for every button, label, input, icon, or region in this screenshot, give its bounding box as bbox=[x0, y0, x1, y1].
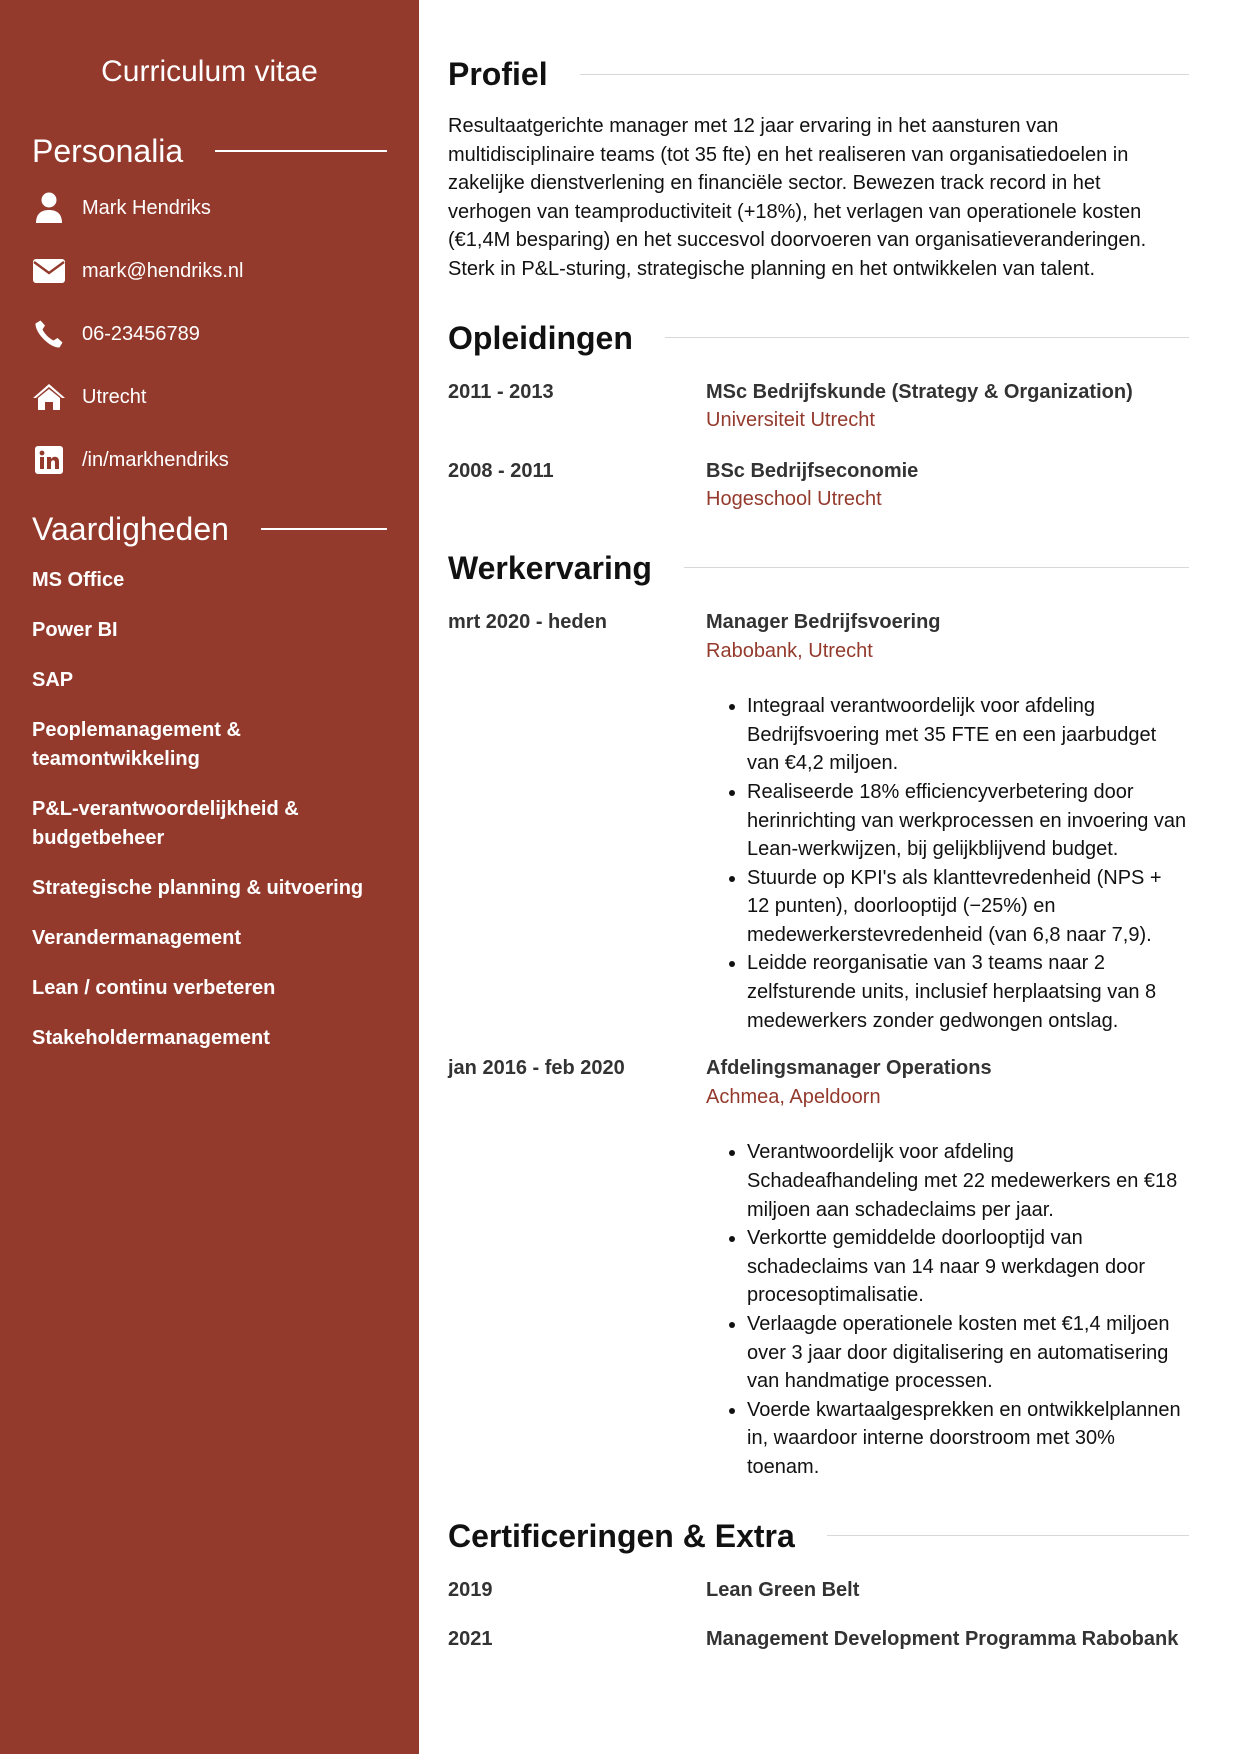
skills-heading-row bbox=[32, 510, 387, 548]
work-period: mrt 2020 - heden bbox=[448, 610, 607, 633]
education-degree: BSc Bedrijfseconomie bbox=[706, 459, 919, 482]
skill-item: Stakeholdermanagement bbox=[32, 1027, 270, 1049]
certifications-heading-row bbox=[448, 1516, 1189, 1556]
personalia-heading: Personalia bbox=[32, 133, 184, 169]
sidebar bbox=[0, 0, 419, 1754]
contact-name-label: Mark Hendriks bbox=[82, 197, 211, 219]
work-entry bbox=[448, 1054, 1189, 1481]
work-achievement: • Voerde kwartaalgesprekken en ontwikkelplannen in, waardoor interne doorstroom met 30% toenam. bbox=[747, 1396, 1189, 1482]
phone-icon bbox=[32, 317, 66, 351]
cv-title: Curriculum vitae bbox=[101, 55, 318, 88]
education-period: 2011 - 2013 bbox=[448, 380, 554, 403]
certification-entry bbox=[448, 1625, 1189, 1654]
education-entry bbox=[448, 378, 1189, 435]
education-entry bbox=[448, 457, 1189, 514]
certification-year: 2021 bbox=[448, 1628, 493, 1651]
user-icon bbox=[32, 191, 66, 225]
contact-email[interactable] bbox=[32, 251, 387, 291]
work-heading: Werkervaring bbox=[448, 549, 652, 586]
work-achievement: • Leidde reorganisatie van 3 teams naar 2 zelfsturende units, inclusief herplaatsing van 8 medewerkers zonder gedwongen ontslag. bbox=[747, 949, 1189, 1035]
skill-item: Verandermanagement bbox=[32, 927, 241, 949]
work-achievement: • Integraal verantwoordelijk voor afdeling Bedrijfsvoering met 35 FTE en een jaarbudget van €4,2 miljoen. bbox=[747, 692, 1189, 778]
work-employer: Rabobank, Utrecht bbox=[706, 639, 873, 662]
work-achievement: • Verkortte gemiddelde doorlooptijd van schadeclaims van 14 naar 9 werkdagen door procesoptimalisatie. bbox=[747, 1224, 1189, 1310]
contact-email-label: mark@hendriks.nl bbox=[82, 260, 244, 282]
skill-item: SAP bbox=[32, 669, 74, 691]
education-period: 2008 - 2011 bbox=[448, 459, 554, 482]
work-job-title: Afdelingsmanager Operations bbox=[706, 1057, 992, 1080]
certifications-divider bbox=[827, 1535, 1189, 1536]
education-school: Hogeschool Utrecht bbox=[706, 488, 882, 511]
work-employer: Achmea, Apeldoorn bbox=[706, 1085, 881, 1108]
work-entry bbox=[448, 608, 1189, 1035]
profile-divider bbox=[580, 74, 1189, 75]
skills-list bbox=[32, 566, 387, 1053]
certification-entry bbox=[448, 1576, 1189, 1605]
work-achievements bbox=[706, 1138, 1189, 1481]
education-degree: MSc Bedrijfskunde (Strategy & Organization) bbox=[706, 380, 1133, 403]
personalia-heading-row bbox=[32, 132, 387, 170]
profile-heading-row bbox=[448, 54, 1189, 94]
home-icon bbox=[32, 380, 66, 414]
skill-item: P&L-verantwoordelijkheid & budgetbeheer bbox=[32, 798, 299, 849]
work-achievement: • Stuurde op KPI's als klanttevredenheid (NPS + 12 punten), doorlooptijd (−25%) en medewerkerstevredenheid (van 6,8 naar 7,9). bbox=[747, 864, 1189, 950]
skill-item: MS Office bbox=[32, 569, 125, 591]
contact-name bbox=[32, 188, 387, 228]
work-achievements bbox=[706, 692, 1189, 1035]
contact-linkedin-label: /in/markhendriks bbox=[82, 449, 229, 471]
contact-linkedin[interactable] bbox=[32, 440, 387, 480]
certifications-section bbox=[448, 1516, 1189, 1654]
education-school: Universiteit Utrecht bbox=[706, 409, 875, 432]
main-content bbox=[419, 0, 1241, 1754]
work-content bbox=[706, 1054, 1189, 1481]
skills-divider bbox=[261, 528, 387, 530]
certifications-heading: Certificeringen & Extra bbox=[448, 1517, 795, 1554]
work-job-title: Manager Bedrijfsvoering bbox=[706, 610, 941, 633]
linkedin-icon bbox=[32, 443, 66, 477]
work-section bbox=[448, 548, 1189, 1482]
certification-title: Management Development Programma Rabobank bbox=[706, 1628, 1179, 1651]
contact-phone[interactable] bbox=[32, 314, 387, 354]
work-period: jan 2016 - feb 2020 bbox=[448, 1057, 625, 1080]
work-achievement: • Realiseerde 18% efficiencyverbetering door herinrichting van werkprocessen en invoering van Lean-werkwijzen, bij gelijkblijvend budget. bbox=[747, 778, 1189, 864]
contact-list bbox=[32, 188, 387, 480]
profile-section bbox=[448, 54, 1189, 284]
certification-title: Lean Green Belt bbox=[706, 1578, 860, 1601]
education-content bbox=[706, 378, 1189, 435]
profile-text: Resultaatgerichte manager met 12 jaar ervaring in het aansturen van multidisciplinaire teams (tot 35 fte) en het realiseren van organisatiedoelen in zakelijke dienstverlening en financiële sector. Bewezen track record in het verhogen van teamproductiviteit (+18%), het verlagen van operationele kosten (€1,4M besparing) en het succesvol doorvoeren van organisatieveranderingen. Sterk in P&L-sturing, strategische planning en het ontwikkelen van talent. bbox=[448, 115, 1147, 280]
skills-heading: Vaardigheden bbox=[32, 511, 229, 547]
work-achievement: • Verantwoordelijk voor afdeling Schadeafhandeling met 22 medewerkers en €18 miljoen aan schadeclaims per jaar. bbox=[747, 1138, 1189, 1224]
work-divider bbox=[684, 567, 1189, 568]
skill-item: Lean / continu verbeteren bbox=[32, 977, 276, 999]
personalia-divider bbox=[215, 150, 387, 152]
education-heading-row bbox=[448, 318, 1189, 358]
work-content bbox=[706, 608, 1189, 1035]
certification-content bbox=[706, 1625, 1189, 1654]
work-achievement: • Verlaagde operationele kosten met €1,4 miljoen over 3 jaar door digitalisering en automatisering van handmatige processen. bbox=[747, 1310, 1189, 1396]
contact-location-label: Utrecht bbox=[82, 386, 147, 408]
certification-content bbox=[706, 1576, 1189, 1605]
contact-location bbox=[32, 377, 387, 417]
envelope-icon bbox=[32, 254, 66, 288]
skill-item: Peoplemanagement & teamontwikkeling bbox=[32, 719, 241, 770]
education-section bbox=[448, 318, 1189, 514]
work-heading-row bbox=[448, 548, 1189, 588]
certification-year: 2019 bbox=[448, 1578, 493, 1601]
education-heading: Opleidingen bbox=[448, 319, 633, 356]
skill-item: Strategische planning & uitvoering bbox=[32, 877, 364, 899]
contact-phone-label: 06-23456789 bbox=[82, 323, 200, 345]
profile-heading: Profiel bbox=[448, 56, 548, 92]
education-content bbox=[706, 457, 1189, 514]
skill-item: Power BI bbox=[32, 619, 118, 641]
education-divider bbox=[665, 337, 1189, 338]
